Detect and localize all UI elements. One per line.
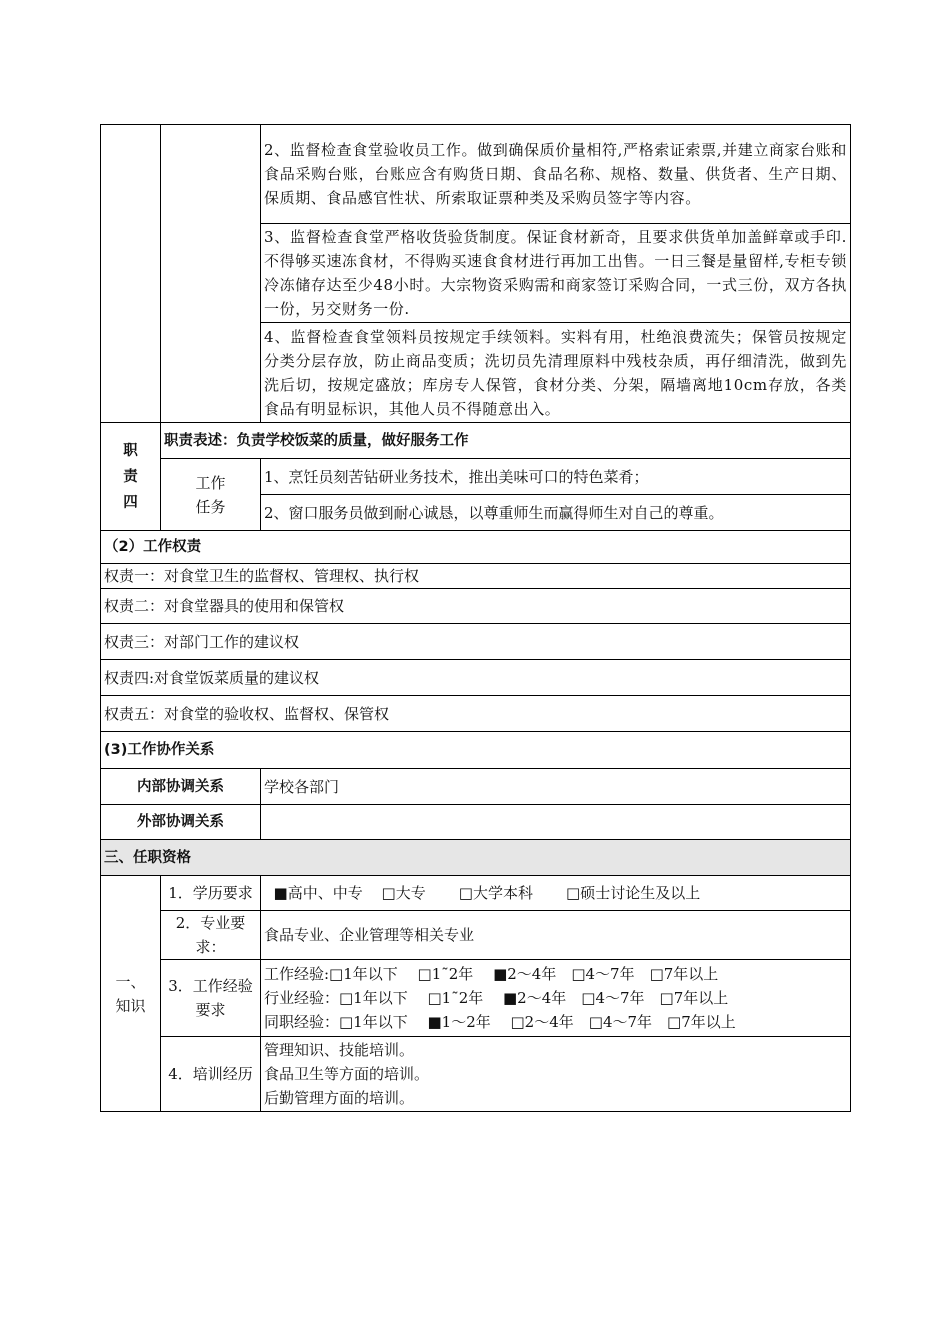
- rights-heading: （2）工作权责: [101, 531, 851, 564]
- training-item-2: 食品卫生等方面的培训。: [264, 1065, 430, 1083]
- right-item-2: 权责二：对食堂器具的使用和保管权: [101, 589, 851, 624]
- training-label: 4．培训经历: [161, 1037, 261, 1112]
- experience-label: 3．工作经验 要求: [161, 960, 261, 1037]
- training-values: [261, 1037, 851, 1112]
- industry-experience-row: 行业经验：□1年以下 □1˜2年 ■2～4年 □4～7年 □7年以上: [264, 989, 729, 1007]
- relations-heading: (3)工作协作关系: [101, 732, 851, 769]
- education-label: 1．学历要求: [161, 876, 261, 911]
- right-item-5: 权责五：对食堂的验收权、监督权、保管权: [101, 696, 851, 732]
- major-label: 2．专业要 求：: [161, 911, 261, 960]
- education-option-4: □硕士讨论生及以上: [566, 884, 701, 902]
- work-experience-row: 工作经验:□1年以下 □1˜2年 ■2～4年 □4～7年 □7年以上: [264, 965, 719, 983]
- duty-item-4: 4、监督检查食堂领料员按规定手续领料。实料有用，杜绝浪费流失；保管员按规定分类分层存放，防止商品变质；洗切员先清理原料中残枝杂质，再仔细清洗，做到先洗后切，按规定盛放；库房专人保管，食材分类、分架，隔墙离地10cm存放，各类食品有明显标识，其他人员不得随意出入。: [261, 323, 851, 423]
- task-item-2: 2、窗口服务员做到耐心诚恳，以尊重师生而赢得师生对自己的尊重。: [261, 495, 851, 531]
- knowledge-label: 一、 知识: [101, 876, 161, 1112]
- external-relation-value: [261, 805, 851, 840]
- education-option-3: □大学本科: [458, 884, 533, 902]
- experience-values: [261, 960, 851, 1037]
- same-position-experience-row: 同职经验：□1年以下 ■1～2年 □2～4年 □4～7年 □7年以上: [264, 1013, 736, 1031]
- education-option-2: □大专: [381, 884, 426, 902]
- major-value: 食品专业、企业管理等相关专业: [261, 911, 851, 960]
- job-description-page: [100, 124, 850, 1112]
- duty-four-statement: 职责表述：负责学校饭菜的质量，做好服务工作: [161, 423, 851, 459]
- qualifications-heading: 三、任职资格: [101, 840, 851, 876]
- training-item-3: 后勤管理方面的培训。: [264, 1089, 415, 1107]
- education-option-1: ■高中、中专: [273, 884, 363, 902]
- duty-item-2: 2、监督检查食堂验收员工作。做到确保质价量相符,严格索证索票,并建立商家台账和食品采购台账，台账应含有购货日期、食品名称、规格、数量、供货者、生产日期、保质期、食品感官性状、所索取证票种类及采购员签字等内容。: [261, 125, 851, 224]
- duty-blank-label: [101, 125, 161, 423]
- right-item-3: 权责三：对部门工作的建议权: [101, 624, 851, 660]
- job-description-table: [100, 124, 851, 1112]
- duty-four-label: 职 责 四: [101, 423, 161, 531]
- right-item-1: 权责一：对食堂卫生的监督权、管理权、执行权: [101, 564, 851, 589]
- work-task-label: 工作 任务: [161, 459, 261, 531]
- training-item-1: 管理知识、技能培训。: [264, 1041, 415, 1059]
- internal-relation-label: 内部协调关系: [101, 769, 261, 805]
- internal-relation-value: 学校各部门: [261, 769, 851, 805]
- education-options: [261, 876, 851, 911]
- duty-item-3: 3、监督检查食堂严格收货验货制度。保证食材新奇，且要求供货单加盖鲜章或手印.不得够买速冻食材，不得购买速食食材进行再加工出售。一日三餐是量留样,专柜专锁冷冻储存达至少48小时。大宗物资采购需和商家签订采购合同，一式三份，双方各执一份，另交财务一份.: [261, 224, 851, 323]
- external-relation-label: 外部协调关系: [101, 805, 261, 840]
- right-item-4: 权责四:对食堂饭菜质量的建议权: [101, 660, 851, 696]
- task-item-1: 1、烹饪员刻苦钻研业务技术，推出美味可口的特色菜肴；: [261, 459, 851, 495]
- duty-blank-sublabel: [161, 125, 261, 423]
